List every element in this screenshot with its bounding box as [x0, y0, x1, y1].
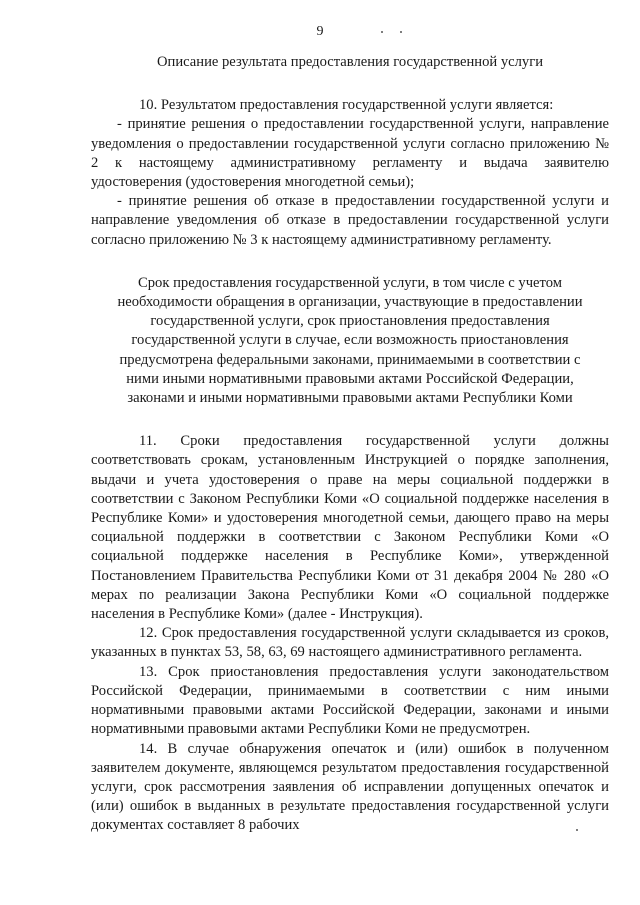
- heading-line: предусмотрена федеральными законами, принимаемыми в соответствии с: [119, 351, 581, 368]
- heading-line: необходимости обращения в организации, участвующие в предоставлении: [117, 294, 583, 311]
- section-heading-result: Описание результата предоставления государственной услуги: [156, 54, 544, 70]
- paragraph-11: 11. Сроки предоставления государственной услуги должны соответствовать срокам, установленным Инструкцией о порядке заполнения, выдачи и учета удостоверения о праве на меры социальной поддержки в соответствии с Законом Республики Коми «О социальной поддержке населения в Республике Коми» и удостоверения многодетной семьи, дающего право на меры социальной поддержки в соответствии с Законом Республики Коми «О социальной поддержке населения в Республике Коми», утвержденной Постановлением Правительства Республики Коми от 31 декабря 2004 № 280 «О мерах по реализации Закона Республики Коми «О социальной поддержке населения в Республике Коми» (далее - Инструкция).: [91, 433, 609, 623]
- document-body: [91, 53, 609, 836]
- scan-speck: [400, 31, 402, 33]
- heading-line: Срок предоставления государственной услуги, в том числе с учетом: [138, 274, 562, 291]
- heading-line: законами и иными нормативными правовыми актами Республики Коми: [127, 390, 573, 407]
- paragraph-10-item-1: - принятие решения о предоставлении государственной услуги, направление уведомления о предоставлении государственной услуги согласно приложению № 2 к настоящему административному регламенту и выдача заявителю удостоверения (удостоверения многодетной семьи);: [91, 116, 609, 191]
- paragraph-14: 14. В случае обнаружения опечаток и (или) ошибок в полученном заявителем документе, являющемся результатом предоставления государственной услуги, срок рассмотрения заявления об исправлении допущенных опечаток и (или) ошибок в выданных в результате предоставления государственной услуги документах составляет 8 рабочих: [91, 740, 609, 834]
- paragraph-10: 10. Результатом предоставления государственной услуги является:: [139, 97, 554, 114]
- paragraph-12: 12. Срок предоставления государственной услуги складывается из сроков, указанных в пунктах 53, 58, 63, 69 настоящего административного регламента.: [91, 625, 609, 661]
- scan-speck: [381, 31, 383, 33]
- heading-line: государственной услуги в случае, если возможность приостановления: [131, 332, 569, 349]
- heading-line: государственной услуги, срок приостановления предоставления: [150, 313, 550, 330]
- heading-line: ними иными нормативными правовыми актами Российской Федерации,: [126, 370, 574, 387]
- paragraph-13: 13. Срок приостановления предоставления услуги законодательством Российской Федерации, принимаемыми в соответствии с ним иными нормативными правовыми актами Российской Федерации, законами и иными нормативными правовыми актами Республики Коми не предусмотрен.: [91, 663, 609, 738]
- page-number: 9: [316, 24, 324, 39]
- section-heading-term: [91, 274, 609, 408]
- paragraph-10-item-2: - принятие решения об отказе в предоставлении государственной услуги и направление уведомления об отказе в предоставлении государственной услуги согласно приложению № 3 к настоящему административному регламенту.: [91, 193, 609, 248]
